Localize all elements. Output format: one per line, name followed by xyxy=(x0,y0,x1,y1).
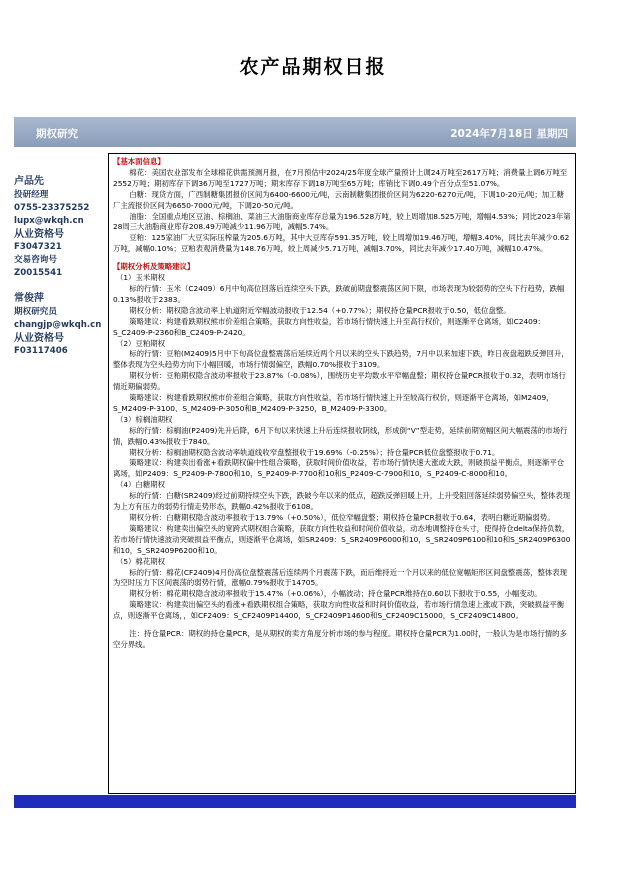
paragraph: 策略建议：构建卖出偏空头的看涨+看跌期权组合策略，获取方向性收益和时间价值收益，若市场行情急速上涨或下跌，突破损益平衡点，则逐渐平仓离场，，如CF2409：S_CF2409P14400，S_CF2409P14600和S_CF2409C15000，S_CF2409C14800。 xyxy=(113,600,565,621)
paragraph: 期权分析：白糖期权隐含波动率报收于13.79%（+0.50%），低位窄幅盘整；期权持仓量PCR报收于0.64，表明白糖近期偏弱势。 xyxy=(129,513,555,522)
subsection-title: （2）豆粕期权 xyxy=(115,338,165,348)
consult-label: 交易咨询号 xyxy=(14,255,57,265)
paragraph: 棉花：美国农业部发布全球棉花供需预测月报，在7月预估中2024/25年度全球产量预计上调24万吨至2617万吨；消费量上调6万吨至2552万吨；期初库存下调36万吨至1727万吨；期末库存下调18万吨至65万吨；库销比下调0.49个百分点至51.07%。 xyxy=(113,167,568,188)
cert-number: F3047321 xyxy=(14,242,62,252)
paragraph: 策略建议：构建卖出看涨+看跌期权偏中性组合策略，获取时间价值收益，若市场行情快速大涨或大跌，则破损益平衡点，则逐渐平仓离场，如P2409：S_P2409-P-7800和10，S_P2409-P-7700和10和S_P2409-C-7900和10，S_P2409-C-8000和10。 xyxy=(113,458,565,479)
paragraph: 油脂：全国重点地区豆油、棕榈油、菜油三大油脂商业库存总量为196.528万吨，较上周增加8.525万吨，增幅4.53%；同比2023年第28周三大油脂商业库存208.49万吨减少11.96万吨，减幅5.74%。 xyxy=(113,211,571,232)
paragraph: 期权分析：豆粕期权隐含波动率报收于23.87%（-0.08%），围绕历史平均数水平窄幅盘整；期权持仓量PCR报收于0.32，表明市场行情近期偏弱势。 xyxy=(113,371,566,392)
report-body xyxy=(108,153,576,794)
consult-number: Z0015541 xyxy=(14,268,63,278)
section-heading: 【期权分析及策略建议】 xyxy=(113,262,195,272)
header-banner xyxy=(14,117,576,147)
paragraph: 白糖：现货方面，广西制糖集团报价区间为6400-6600元/吨，云南制糖集团报价区间为6220-6270元/吨，下调10-20元/吨；加工糖厂主流报价区间为6650-7000元/吨，下调20-50元/吨。 xyxy=(113,189,564,210)
cert-number: F03117406 xyxy=(14,346,68,356)
banner-date: 2024年7月18日 星期四 xyxy=(450,128,568,140)
subsection-title: （1）玉米期权 xyxy=(115,273,165,283)
subsection-title: （3）棕榈油期权 xyxy=(115,414,173,424)
analyst-name: 卢品先 xyxy=(14,176,44,187)
subsection-title: （4）白糖期权 xyxy=(115,480,165,490)
footnote: 注：持仓量PCR：期权的持仓量PCR，是从期权的卖方角度分析市场的参与程度。期权持仓量PCR为1.00时，一般认为是市场行情的多空分界线。 xyxy=(113,629,567,649)
banner-category: 期权研究 xyxy=(36,128,78,140)
report-title: 农产品期权日报 xyxy=(239,56,387,78)
paragraph: 策略建议：构建看跌期权熊市价差组合策略，获取方向性收益，若市场行情快速上升至较高行权价，则逐渐平仓离场，如M2409，S_M2409-P-3100、S_M2409-P-3050和B_M2409-P-3250，B_M2409-P-3300。 xyxy=(113,393,554,413)
analyst-email[interactable]: changjp@wkqh.cn xyxy=(14,320,102,330)
analyst-role: 期权研究员 xyxy=(14,307,57,317)
cert-label: 从业资格号 xyxy=(14,229,64,240)
analyst-sidebar xyxy=(14,175,109,358)
analyst-email[interactable]: lupx@wkqh.cn xyxy=(14,216,84,226)
analyst-name: 常俊萍 xyxy=(14,293,44,304)
footer-bar xyxy=(14,795,576,808)
paragraph: 标的行情：白糖(SR2409)经过前期持续空头下跌，跌破今年以来的低点，超跌反弹回暖上升，上升受阻回落延续弱势偏空头，整体表现为上方有压力的弱势行情走势形态，跌幅0.42%报收于6108。 xyxy=(113,491,571,512)
paragraph: 标的行情：豆粕(M2409)5月中下旬高位盘整震荡后延续近两个月以来的空头下跌趋势，7月中以来加速下跌，昨日夜盘超跌反弹回升，整体表现为空头趋势方向下小幅回暖，市场行情弱偏空，跌幅0.70%报收于3109。 xyxy=(113,349,569,370)
cert-label: 从业资格号 xyxy=(14,333,64,344)
paragraph: 策略建议：构建看跌期权熊市价差组合策略，获取方向性收益，若市场行情快速上升至高行权价，则逐渐平仓离场，如C2409：S_C2409-P-2360和B_C2409-P-2420。 xyxy=(113,316,545,337)
paragraph: 标的行情：棕榈油(P2409)先升后降，6月下旬以来快速上升后连续报收阴线，形成倒“V”型走势，延续前期宽幅区间大幅震荡的市场行情，跌幅0.43%报收于7840。 xyxy=(113,425,568,446)
paragraph: 策略建议：构建卖出偏空头的宽跨式期权组合策略，获取方向性收益和时间价值收益，动态地调整持仓头寸，使得持仓delta保持负数，若市场行情快速波动突破损益平衡点，则逐渐平仓离场，如SR2409：S_SR2409P6000和10，S_SR2409P6100和10和S_SR2409P6300和10，S_SR2409P6200和10。 xyxy=(113,523,571,555)
paragraph: 期权分析：棕榈油期权隐含波动率轨道线收窄盘整报收于19.69%（-0.25%）；持仓量PCR低位盘整报收于0.71。 xyxy=(129,447,500,457)
analyst-role: 投研经理 xyxy=(14,190,49,200)
section-heading: 【基本面信息】 xyxy=(113,157,165,166)
analyst-phone: 0755-23375252 xyxy=(14,203,90,213)
paragraph: 标的行情：玉米（C2409）6月中旬高位回落后连续空头下跌，跌破前期盘整震荡区间下限，市场表现为较弱势的空头下行趋势，跌幅0.13%报收于2383。 xyxy=(113,283,565,304)
paragraph: 期权分析：棉花期权隐含波动率报收于15.47%（+0.06%），小幅波动；持仓量PCR维持在0.60以下报收于0.55，小幅变动。 xyxy=(129,589,542,599)
paragraph: 标的行情：棉花(CF2409)4月份高位盘整震荡后连续两个月震荡下跌，而后维持近一个月以来的低位宽幅矩形区间盘整震荡，整体表现为空时压力下区间震荡的弱势行情，涨幅0.79%报收于14705。 xyxy=(113,567,568,588)
subsection-title: （5）棉花期权 xyxy=(115,556,165,566)
paragraph: 豆粕：125家油厂大豆实际压榨量为205.6万吨，其中大豆库存591.35万吨，较上周增加19.46万吨，增幅3.40%，同比去年减少0.62万吨，减幅0.10%；豆粕表观消费量为148.76万吨，较上周减少5.71万吨，减幅3.70%，同比去年减少17.40万吨，减幅10.47%。 xyxy=(113,233,570,254)
paragraph: 期权分析：期权隐含波动率上轨道附近窄幅波动报收于12.54（+0.77%）；期权持仓量PCR报收于0.50，低位盘整。 xyxy=(129,305,511,315)
